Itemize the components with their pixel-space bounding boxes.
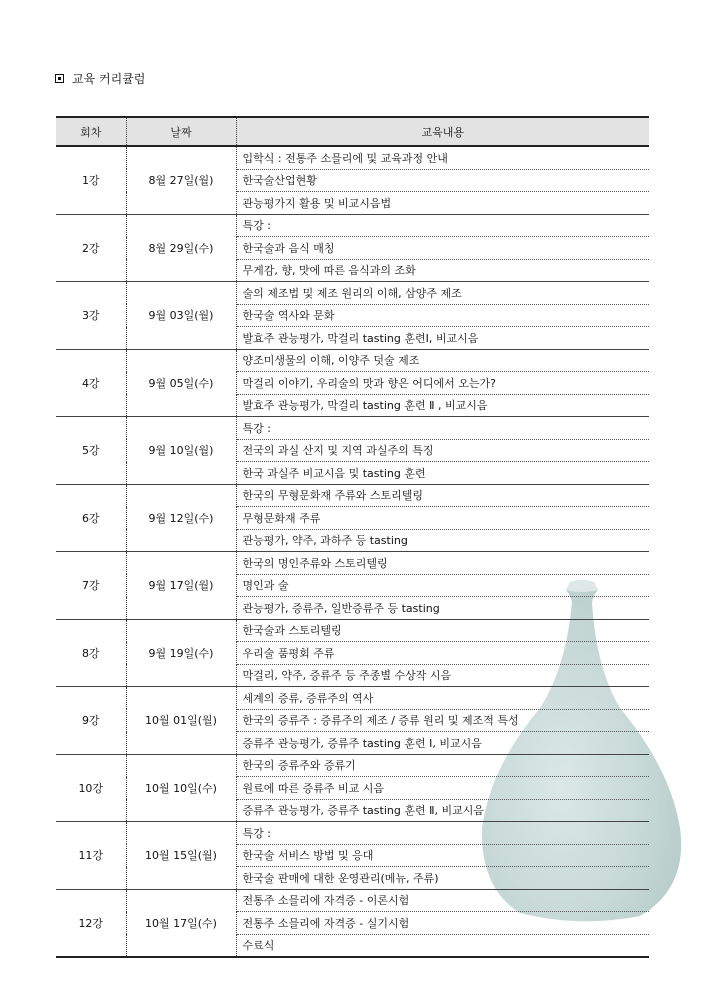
- session-number: 5강: [56, 417, 126, 485]
- session-content-item: 술의 제조법 및 제조 원리의 이해, 삼양주 제조: [236, 282, 649, 305]
- session-content-item: 한국술 서비스 방법 및 응대: [236, 844, 649, 867]
- session-number: 11강: [56, 822, 126, 890]
- session-number: 12강: [56, 889, 126, 957]
- session-content-item: 입학식 : 전통주 소믈리에 및 교육과정 안내: [236, 146, 649, 169]
- session-content-item: 한국의 증류주와 증류기: [236, 754, 649, 777]
- session-number: 10강: [56, 754, 126, 822]
- session-date: 9월 19일(수): [126, 619, 236, 687]
- session-number: 8강: [56, 619, 126, 687]
- table-row: [56, 146, 649, 169]
- curriculum-table: [56, 116, 649, 958]
- square-bullet-icon: [55, 74, 64, 83]
- session-content-item: 막걸리, 약주, 증류주 등 주종별 수상작 시음: [236, 664, 649, 687]
- table-row: [56, 349, 649, 372]
- session-content-item: 명인과 술: [236, 574, 649, 597]
- table-row: [56, 214, 649, 237]
- session-date: 9월 17일(월): [126, 552, 236, 620]
- session-content-item: 한국의 명인주류와 스토리텔링: [236, 552, 649, 575]
- session-date: 10월 10일(수): [126, 754, 236, 822]
- session-content-item: 관능평가, 증류주, 일반증류주 등 tasting: [236, 597, 649, 620]
- session-content-item: 세계의 증류, 증류주의 역사: [236, 687, 649, 710]
- table-row: [56, 822, 649, 845]
- session-content-item: 우리술 품평회 주류: [236, 642, 649, 665]
- table-row: [56, 889, 649, 912]
- session-content-item: 증류주 관능평가, 증류주 tasting 훈련 Ⅱ, 비교시음: [236, 799, 649, 822]
- session-content-item: 전국의 과실 산지 및 지역 과실주의 특징: [236, 439, 649, 462]
- table-row: [56, 687, 649, 710]
- session-content-item: 한국 과실주 비교시음 및 tasting 훈련: [236, 462, 649, 485]
- session-content-item: 수료식: [236, 934, 649, 957]
- table-row: [56, 484, 649, 507]
- table-header-row: [56, 117, 649, 146]
- session-content-item: 무게감, 향, 맛에 따른 음식과의 조화: [236, 259, 649, 282]
- table-body: [56, 146, 649, 957]
- session-content-item: 특강 :: [236, 822, 649, 845]
- session-date: 9월 03일(월): [126, 282, 236, 350]
- table-row: [56, 619, 649, 642]
- table-row: [56, 282, 649, 305]
- session-content-item: 증류주 관능평가, 증류주 tasting 훈련 Ⅰ, 비교시음: [236, 732, 649, 755]
- session-number: 9강: [56, 687, 126, 755]
- session-content-item: 발효주 관능평가, 막걸리 tasting 훈련Ⅰ, 비교시음: [236, 327, 649, 350]
- header-date: 날짜: [126, 117, 236, 146]
- session-date: 8월 29일(수): [126, 214, 236, 282]
- session-content-item: 한국술산업현황: [236, 169, 649, 192]
- session-date: 8월 27일(월): [126, 146, 236, 214]
- session-content-item: 한국술과 스토리텔링: [236, 619, 649, 642]
- session-date: 10월 17일(수): [126, 889, 236, 957]
- session-content-item: 한국의 무형문화재 주류와 스토리텔링: [236, 484, 649, 507]
- session-date: 10월 15일(월): [126, 822, 236, 890]
- session-content-item: 관능평가지 활용 및 비교시음법: [236, 192, 649, 215]
- session-content-item: 특강 :: [236, 417, 649, 440]
- session-number: 4강: [56, 349, 126, 417]
- session-number: 2강: [56, 214, 126, 282]
- session-number: 7강: [56, 552, 126, 620]
- session-content-item: 원료에 따른 증류주 비교 시음: [236, 777, 649, 800]
- session-content-item: 전통주 소믈리에 자격증 - 실기시험: [236, 912, 649, 935]
- section-title: [55, 70, 145, 87]
- table-row: [56, 754, 649, 777]
- session-content-item: 막걸리 이야기, 우리술의 맛과 향은 어디에서 오는가?: [236, 372, 649, 395]
- session-content-item: 양조미생물의 이해, 이양주 덧술 제조: [236, 349, 649, 372]
- session-content-item: 한국술 역사와 문화: [236, 304, 649, 327]
- session-number: 3강: [56, 282, 126, 350]
- table-row: [56, 417, 649, 440]
- session-content-item: 발효주 관능평가, 막걸리 tasting 훈련 Ⅱ , 비교시음: [236, 394, 649, 417]
- table-row: [56, 552, 649, 575]
- session-date: 9월 05일(수): [126, 349, 236, 417]
- session-content-item: 관능평가, 약주, 과하주 등 tasting: [236, 529, 649, 552]
- session-number: 1강: [56, 146, 126, 214]
- session-date: 9월 12일(수): [126, 484, 236, 552]
- session-content-item: 한국술 판매에 대한 운영관리(메뉴, 주류): [236, 867, 649, 890]
- session-content-item: 특강 :: [236, 214, 649, 237]
- session-date: 10월 01일(월): [126, 687, 236, 755]
- session-date: 9월 10일(월): [126, 417, 236, 485]
- section-title-text: 교육 커리큘럼: [72, 72, 146, 86]
- header-content: 교육내용: [236, 117, 649, 146]
- session-content-item: 무형문화재 주류: [236, 507, 649, 530]
- session-content-item: 전통주 소믈리에 자격증 - 이론시험: [236, 889, 649, 912]
- header-session: 회차: [56, 117, 126, 146]
- session-content-item: 한국술과 음식 매칭: [236, 237, 649, 260]
- session-number: 6강: [56, 484, 126, 552]
- session-content-item: 한국의 증류주 : 증류주의 제조 / 증류 원리 및 제조적 특성: [236, 709, 649, 732]
